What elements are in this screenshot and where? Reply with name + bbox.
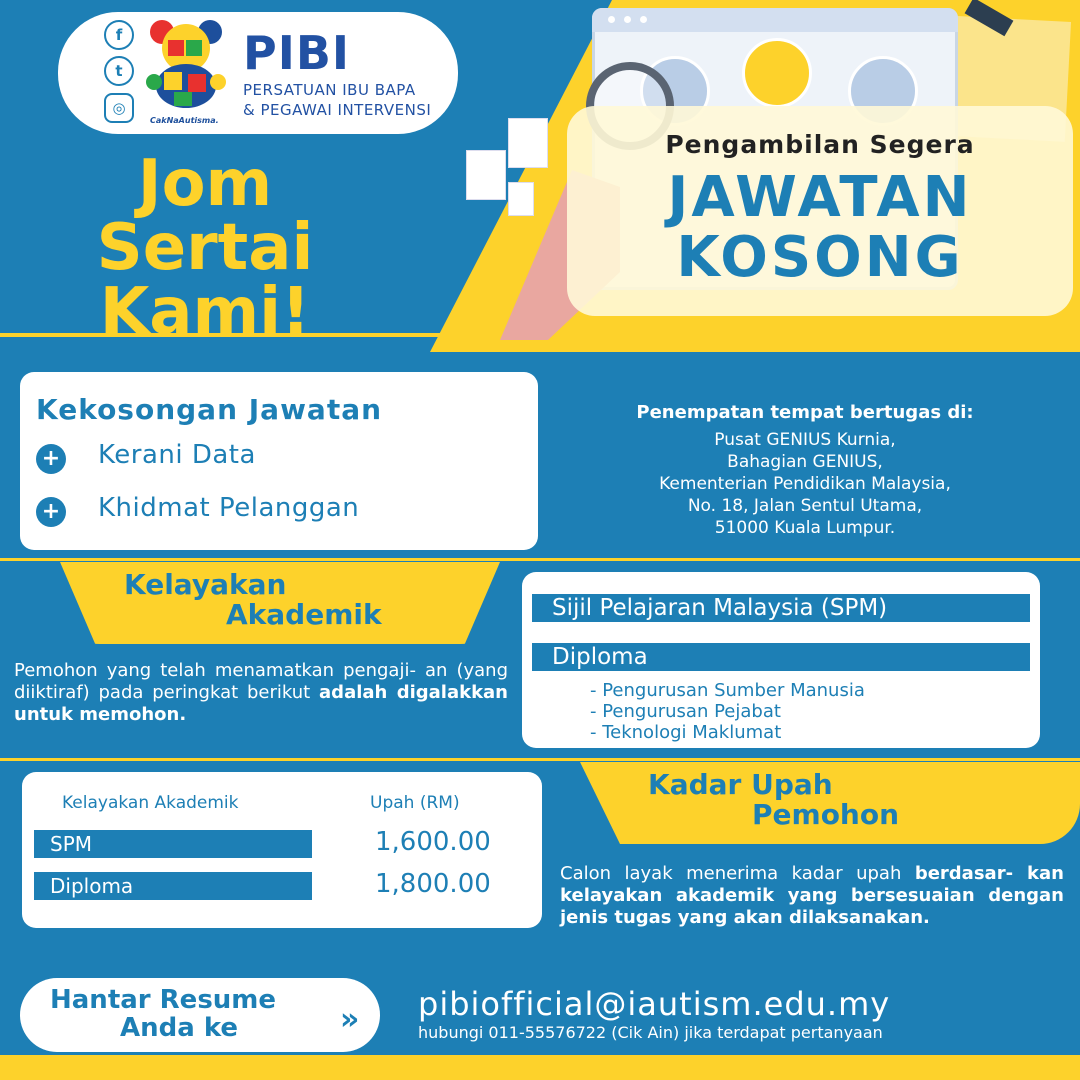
contact-email-link[interactable]: pibiofficial@iautism.edu.my bbox=[418, 985, 891, 1023]
instagram-icon[interactable]: ◎ bbox=[104, 93, 134, 123]
resume-cta-line2: Anda ke bbox=[120, 1013, 239, 1043]
placement-address-line: Bahagian GENIUS, bbox=[727, 452, 883, 472]
cta-line1: Jom bbox=[137, 147, 273, 221]
diploma-field: - Pengurusan Pejabat bbox=[590, 701, 781, 722]
wage-row-level: Diploma bbox=[34, 872, 312, 900]
wage-row-value: 1,800.00 bbox=[375, 869, 491, 899]
contact-phone-text: hubungi 011-55576722 (Cik Ain) jika terdapat pertanyaan bbox=[418, 1023, 883, 1042]
wage-desc-text: Calon layak menerima kadar upah bbox=[560, 863, 915, 884]
twitter-icon[interactable]: t bbox=[104, 56, 134, 86]
qualification-description bbox=[14, 660, 508, 726]
org-fullname-line2: & PEGAWAI INTERVENSI bbox=[243, 101, 432, 119]
wage-desc-bold: berdasar- kan kelayakan akademik yang bersesuaian dengan jenis tugas yang akan dilaksanakan. bbox=[560, 863, 1064, 928]
org-name: PIBI bbox=[243, 26, 351, 80]
placement-address-line: Pusat GENIUS Kurnia, bbox=[714, 430, 896, 450]
headline-title-line1: JAWATAN bbox=[667, 165, 973, 230]
wage-row-level: SPM bbox=[34, 830, 312, 858]
window-dot-icon bbox=[608, 16, 615, 23]
wage-row-value: 1,600.00 bbox=[375, 827, 491, 857]
document-icon bbox=[466, 150, 506, 200]
qualification-desc-text: Pemohon yang telah menamatkan pengaji- an (yang diiktiraf) pada peringkat berikut bbox=[14, 660, 508, 703]
wage-table-header: Upah (RM) bbox=[370, 793, 460, 813]
document-icon bbox=[508, 182, 534, 216]
placement-address-line: 51000 Kuala Lumpur. bbox=[714, 518, 896, 538]
placement-title: Penempatan tempat bertugas di: bbox=[636, 402, 974, 423]
wage-title-line2: Pemohon bbox=[752, 798, 900, 831]
qualification-title-line2: Akademik bbox=[226, 598, 382, 631]
divider bbox=[0, 558, 1080, 561]
qualification-level: Sijil Pelajaran Malaysia (SPM) bbox=[532, 594, 1030, 622]
logo-caption: CakNaAutisma. bbox=[150, 116, 219, 125]
plus-icon: + bbox=[36, 444, 66, 474]
qualification-desc-bold: adalah digalakkan untuk memohon. bbox=[14, 681, 508, 725]
diploma-field: - Teknologi Maklumat bbox=[590, 722, 782, 743]
puzzle-bear-logo-icon bbox=[146, 18, 226, 110]
vacancy-title: Kekosongan Jawatan bbox=[36, 393, 383, 426]
double-chevron-right-icon: » bbox=[340, 1002, 360, 1037]
resume-cta-line1: Hantar Resume bbox=[50, 985, 277, 1015]
qualification-title-line1: Kelayakan bbox=[124, 568, 287, 601]
window-dot-icon bbox=[640, 16, 647, 23]
document-icon bbox=[508, 118, 548, 168]
cta-line3: Kami! bbox=[99, 275, 311, 349]
vacancy-item: Kerani Data bbox=[98, 440, 256, 470]
wage-description bbox=[560, 863, 1064, 929]
window-dot-icon bbox=[624, 16, 631, 23]
footer-stripe bbox=[0, 1055, 1080, 1080]
headline-title-line2: KOSONG bbox=[676, 225, 964, 290]
qualification-level: Diploma bbox=[532, 643, 1030, 671]
placement-address-line: Kementerian Pendidikan Malaysia, bbox=[659, 474, 951, 494]
diploma-field: - Pengurusan Sumber Manusia bbox=[590, 680, 865, 701]
vacancy-item: Khidmat Pelanggan bbox=[98, 493, 360, 523]
wage-title-line1: Kadar Upah bbox=[648, 768, 833, 801]
divider bbox=[0, 758, 1080, 761]
facebook-icon[interactable]: f bbox=[104, 20, 134, 50]
candidate-avatar-icon bbox=[742, 38, 812, 108]
headline-subtitle: Pengambilan Segera bbox=[665, 130, 975, 159]
wage-table-header: Kelayakan Akademik bbox=[62, 793, 239, 813]
plus-icon: + bbox=[36, 497, 66, 527]
org-fullname-line1: PERSATUAN IBU BAPA bbox=[243, 81, 416, 99]
cta-line2: Sertai bbox=[96, 211, 314, 285]
placement-address-line: No. 18, Jalan Sentul Utama, bbox=[687, 496, 923, 516]
